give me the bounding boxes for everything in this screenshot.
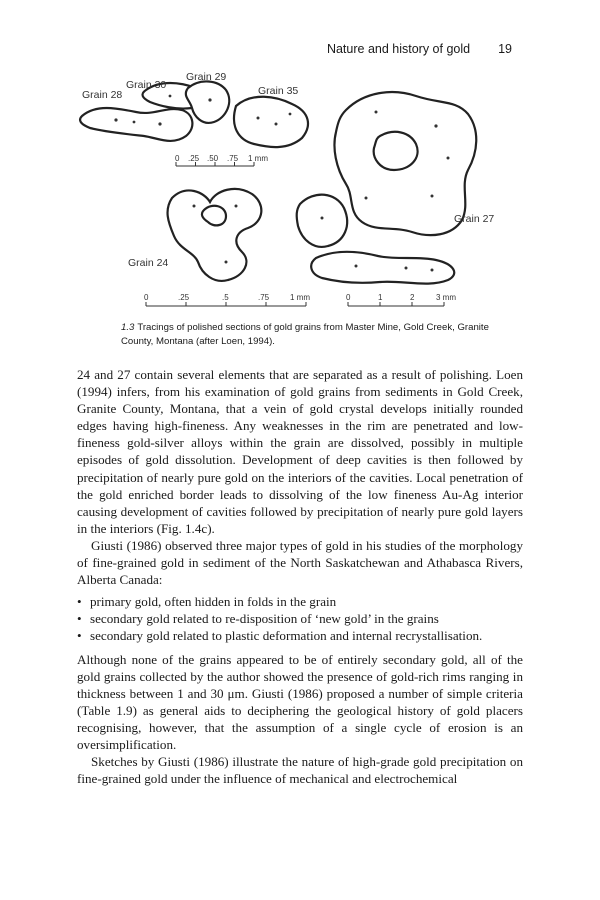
scale-large-left-tick-2: .5 [222, 293, 229, 302]
grain-tracings-drawing [76, 66, 522, 318]
label-grain-24: Grain 24 [128, 257, 169, 269]
label-grain-27: Grain 27 [454, 213, 495, 225]
list-item [77, 610, 523, 627]
paragraph-2: Giusti (1986) observed three major types of gold in his studies of the morphology of fine-grained gold in sediment of the North Saskatchewan and Athabasca Rivers, Alberta Canada: [77, 537, 523, 588]
scale-bar-large-left [144, 293, 310, 306]
label-grain-35: Grain 35 [258, 85, 299, 97]
scale-small-tick-1: .25 [188, 154, 200, 163]
label-grain-30: Grain 30 [126, 79, 167, 91]
paragraph-4: Sketches by Giusti (1986) illustrate the nature of high-grade gold precipitation on fine-grained gold under the influence of mechanical and electrochemical [77, 754, 523, 787]
grain-27-inner [374, 132, 418, 170]
page-number: 19 [498, 42, 512, 56]
figure-caption [121, 321, 521, 349]
scale-large-left-tick-1: .25 [178, 293, 190, 302]
running-head [327, 42, 512, 56]
label-grain-29: Grain 29 [186, 71, 227, 83]
scale-large-right-tick-2: 2 [410, 293, 415, 302]
paragraph-3: Although none of the grains appeared to be of entirely secondary gold, all of the gold grains collected by the author showed the presence of gold-rich rims ranging in thickness between 1 and 30 μm. Giusti (1986) proposed a number of simple criteria (Table 1.9) as general aids to deciphering the geological history of gold placers recognising, however, that the assumption of a single cycle of erosion is an oversimplification. [77, 651, 523, 752]
figure-gold-grain-tracings [76, 66, 522, 318]
running-title: Nature and history of gold [326, 42, 471, 56]
scale-bar-small [175, 154, 268, 166]
body-text [77, 366, 523, 787]
list-item-text: primary gold, often hidden in folds in the grain [90, 594, 337, 610]
scale-small-tick-3: .75 [227, 154, 239, 163]
grain-24-outline [168, 189, 262, 281]
scale-large-left-tick-4: 1 mm [290, 293, 310, 302]
figure-caption-text: Tracings of polished sections of gold grains from Master Mine, Gold Creek, Granite County, Montana (after Loen, 1994). [121, 322, 489, 347]
grain-27-left [297, 195, 347, 247]
grain-27-lower [311, 252, 454, 284]
scale-large-left-tick-3: .75 [258, 293, 270, 302]
scale-bar-large-right [346, 293, 456, 306]
list-item-text: secondary gold related to plastic deformation and internal recrystallisation. [90, 628, 483, 644]
scale-small-tick-2: .50 [207, 154, 219, 163]
scale-large-right-tick-0: 0 [346, 293, 351, 302]
scale-large-left-tick-0: 0 [144, 293, 149, 302]
scale-small-tick-0: 0 [175, 154, 180, 163]
list-item [77, 593, 523, 610]
bullet-list [77, 593, 523, 644]
scale-large-right-tick-1: 1 [378, 293, 383, 302]
label-grain-28: Grain 28 [82, 89, 123, 101]
list-item-text: secondary gold related to re-disposition of ‘new gold’ in the grains [90, 611, 439, 627]
grain-29-outline [186, 81, 229, 122]
bullet-icon: • [77, 628, 82, 644]
bullet-icon: • [77, 611, 82, 627]
scale-small-tick-4: 1 mm [248, 154, 268, 163]
bullet-icon: • [77, 594, 82, 610]
paragraph-1: 24 and 27 contain several elements that are separated as a result of polishing. Loen (1994) infers, from his examination of gold grains from sediments in Gold Creek, Granite County, Montana, that a vein of gold crystal develops initially rounded edges having high-fineness. Any weaknesses in the rim are penetrated and low-fineness gold-silver alloys within the grain are dissolved, possibly in multiple episodes of gold dissolution. Development of deep cavities is then followed by precipitation of nearly pure gold on the interiors of the cavities. Local penetration of the gold enriched border leads to dissolving of the low fineness Au-Ag interior causing development of cavities followed by precipitation of nearly pure gold layers in the interiors (Fig. 1.4c). [77, 367, 523, 536]
grain-28-outline [80, 108, 192, 141]
grain-35-outline [234, 97, 308, 147]
scale-large-right-tick-3: 3 mm [436, 293, 456, 302]
figure-number: 1.3 [121, 322, 135, 333]
list-item [77, 627, 523, 644]
